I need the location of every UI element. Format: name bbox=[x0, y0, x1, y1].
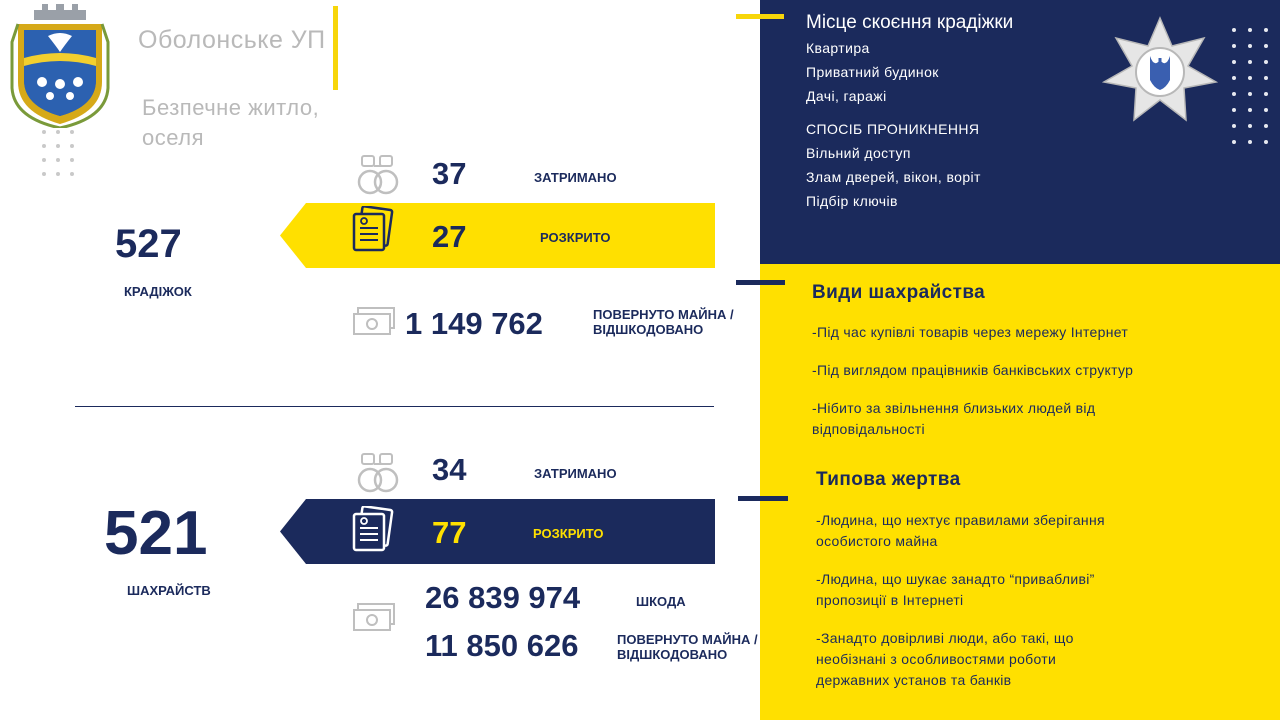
frauds-solved-value: 77 bbox=[432, 515, 467, 550]
fraud-types-title: Види шахрайства bbox=[812, 282, 986, 303]
entry-method-item: Вільний доступ bbox=[806, 145, 911, 161]
decorative-dots bbox=[42, 130, 74, 176]
theft-place-item: Квартира bbox=[806, 40, 870, 56]
thefts-solved-label: РОЗКРИТО bbox=[540, 230, 611, 245]
fraud-type-item: -Під час купівлі товарів через мережу Інтернет bbox=[812, 324, 1129, 340]
frauds-returned-label-2: ВІДШКОДОВАНО bbox=[617, 647, 728, 662]
decorative-dots bbox=[1232, 28, 1268, 144]
entry-method-item: Підбір ключів bbox=[806, 193, 898, 209]
thefts-total-label: КРАДІЖОК bbox=[124, 284, 192, 299]
accent-dash bbox=[738, 496, 788, 501]
frauds-total-label: ШАХРАЙСТВ bbox=[127, 583, 211, 598]
thefts-returned-value: 1 149 762 bbox=[405, 306, 543, 341]
money-icon bbox=[352, 602, 396, 634]
thefts-solved-value: 27 bbox=[432, 219, 467, 254]
thefts-returned-label-1: ПОВЕРНУТО МАЙНА / bbox=[593, 307, 734, 322]
thefts-detained-value: 37 bbox=[432, 156, 467, 191]
org-name: Оболонське УП bbox=[138, 26, 326, 54]
frauds-damage-label: ШКОДА bbox=[636, 594, 686, 609]
money-icon bbox=[352, 306, 396, 338]
fraud-type-item: -Під виглядом працівників банківських структур bbox=[812, 362, 1134, 378]
thefts-detained-label: ЗАТРИМАНО bbox=[534, 170, 617, 185]
frauds-solved-banner bbox=[280, 499, 715, 564]
theft-place-item: Приватний будинок bbox=[806, 64, 939, 80]
document-icon bbox=[350, 206, 396, 254]
victim-item: -Занадто довірливі люди, або такі, що необізнані з особливостями роботи державних установ та банків bbox=[816, 630, 1074, 688]
thefts-total: 527 bbox=[115, 222, 182, 266]
coat-of-arms-icon bbox=[8, 2, 112, 128]
handcuffs-icon bbox=[356, 452, 400, 494]
frauds-solved-label: РОЗКРИТО bbox=[533, 526, 604, 541]
accent-dash bbox=[736, 14, 784, 19]
page-subtitle: Безпечне житло, оселя bbox=[142, 95, 320, 150]
frauds-returned-value: 11 850 626 bbox=[425, 628, 579, 663]
frauds-total: 521 bbox=[104, 499, 208, 568]
typical-victim-title: Типова жертва bbox=[816, 469, 961, 490]
entry-method-item: Злам дверей, вікон, воріт bbox=[806, 169, 981, 185]
accent-dash bbox=[736, 280, 785, 285]
frauds-detained-label: ЗАТРИМАНО bbox=[534, 466, 617, 481]
police-star-icon bbox=[1102, 16, 1218, 128]
fraud-type-item: -Нібито за звільнення близьких людей від відповідальності bbox=[812, 400, 1096, 437]
frauds-damage-value: 26 839 974 bbox=[425, 580, 581, 615]
theft-place-item: Дачі, гаражі bbox=[806, 88, 887, 104]
theft-place-title: Місце скоєння крадіжки bbox=[806, 12, 1014, 33]
yellow-accent-line bbox=[333, 6, 338, 90]
entry-method-title: СПОСІБ ПРОНИКНЕННЯ bbox=[806, 121, 980, 137]
victim-item: -Людина, що нехтує правилами зберігання особистого майна bbox=[816, 512, 1105, 549]
thefts-returned-label-2: ВІДШКОДОВАНО bbox=[593, 322, 704, 337]
section-divider bbox=[75, 406, 714, 407]
thefts-solved-banner bbox=[280, 203, 715, 268]
frauds-returned-label-1: ПОВЕРНУТО МАЙНА / bbox=[617, 632, 758, 647]
document-icon bbox=[350, 506, 396, 554]
victim-item: -Людина, що шукає занадто “привабливі” пропозиції в Інтернеті bbox=[816, 571, 1095, 608]
frauds-detained-value: 34 bbox=[432, 452, 467, 487]
handcuffs-icon bbox=[356, 154, 400, 196]
